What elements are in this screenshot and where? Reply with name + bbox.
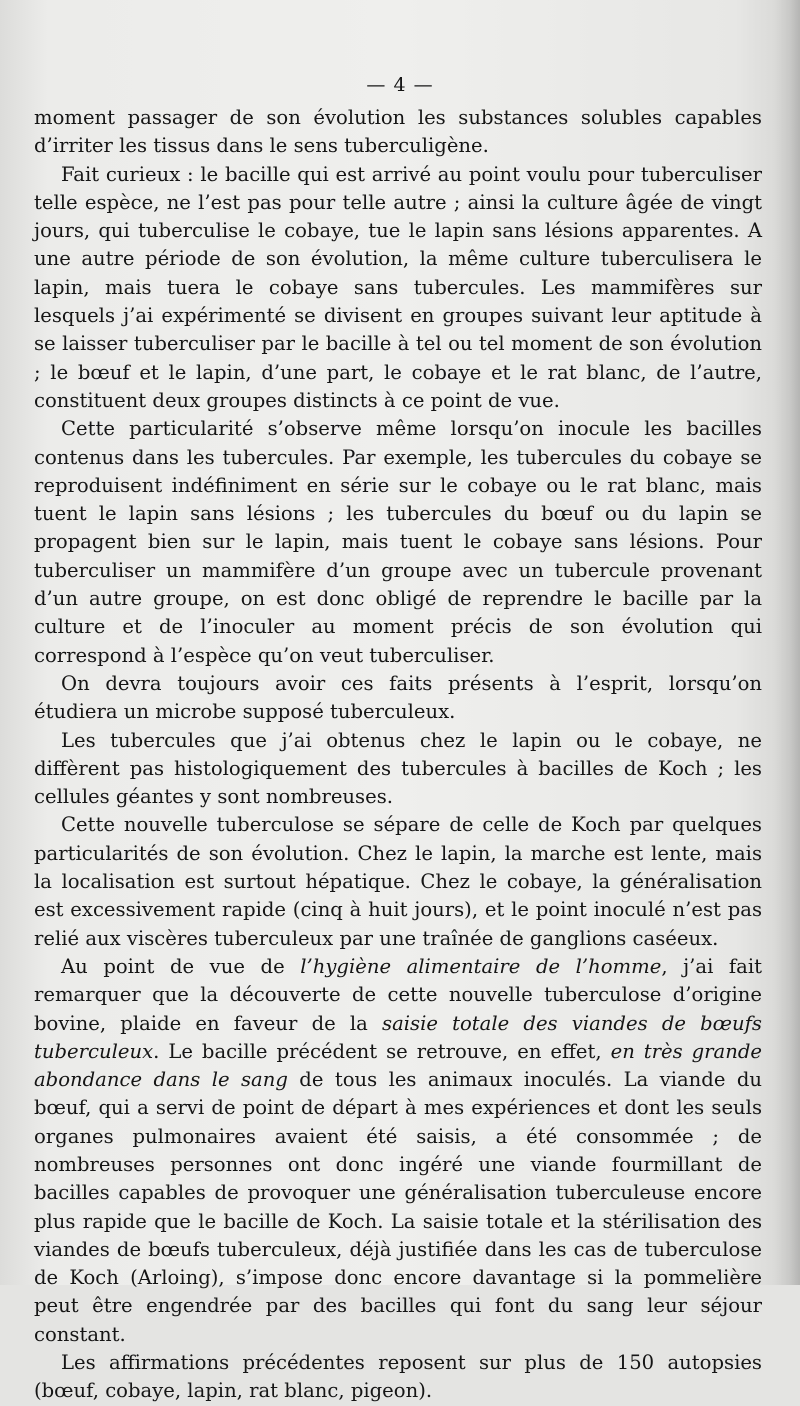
paragraph-affirmations: Les affirmations précédentes reposent sur plus de 150 autopsies (bœuf, cobaye, lapin, rat blanc, pigeon). bbox=[34, 1351, 762, 1403]
page-edge-shadow bbox=[774, 0, 800, 1285]
page-number: — 4 — bbox=[366, 74, 434, 96]
paragraph-nouvelle-tuberculose: Cette nouvelle tuberculose se sépare de celle de Koch par quelques particularités de son évolution. Chez le lapin, la marche est lente, mais la localisation est surtout hépatique. Chez le cobaye, la généralisation est excessivement rapide (cinq à huit jours), et le point inoculé n’est pas relié aux viscères tuberculeux par une traînée de ganglions caséeux. bbox=[34, 813, 762, 950]
paragraph-fait-curieux: Fait curieux : le bacille qui est arrivé au point voulu pour tuberculiser telle espèce, ne l’est pas pour telle autre ; ainsi la culture âgée de vingt jours, qui tuberculise le cobaye, tue le lapin sans lésions apparentes. A une autre période de son évolution, la même culture tuberculisera le lapin, mais tuera le cobaye sans tubercules. Les mammifères sur lesquels j’ai expérimenté se divisent en groupes suivant leur aptitude à se laisser tuberculiser par le bacille à tel ou tel moment de son évolution ; le bœuf et le lapin, d’une part, le cobaye et le rat blanc, de l’autre, constituent deux groupes distincts à ce point de vue. bbox=[34, 162, 762, 412]
italic-run-saisie: saisie totale des viandes de bœufs tuberculeux bbox=[34, 1011, 762, 1063]
text-run: . Le bacille précédent se retrouve, en effet, bbox=[153, 1039, 611, 1063]
paragraph-hygiene-alimentaire bbox=[34, 953, 762, 1349]
paragraph-continuation: moment passager de son évolution les substances solubles capables d’irriter les tissus dans le sens tuberculigène. bbox=[34, 106, 762, 158]
italic-run-sang: en très grande abondance dans le sang bbox=[34, 1039, 762, 1092]
text-run: Au point de vue de bbox=[61, 954, 301, 978]
italic-run-hygiene: l’hygiène alimentaire de l’homme bbox=[300, 954, 662, 978]
paragraph-tubercules-histologie: Les tubercules que j’ai obtenus chez le lapin ou le cobaye, ne diffèrent pas histologiquement des tubercules à bacilles de Koch ; les cellules géantes y sont nombreuses. bbox=[34, 728, 762, 809]
body-text bbox=[34, 104, 762, 1406]
paragraph-on-devra: On devra toujours avoir ces faits présents à l’esprit, lorsqu’on étudiera un microbe supposé tuberculeux. bbox=[34, 671, 762, 724]
paragraph-particularite: Cette particularité s’observe même lorsqu’on inocule les bacilles contenus dans les tubercules. Par exemple, les tubercules du cobaye se reproduisent indéfiniment en série sur le cobaye ou le rat blanc, mais tuent le lapin sans lésions ; les tubercules du bœuf ou du lapin se propagent bien sur le lapin, mais tuent le cobaye sans lésions. Pour tuberculiser un mammifère d’un groupe avec un tubercule provenant d’un autre groupe, on est donc obligé de reprendre le bacille par la culture et de l’inoculer au moment précis de son évolution qui correspond à l’espèce qu’on veut tuberculiser. bbox=[34, 417, 762, 667]
text-run: , j’ai fait remarquer que la découverte de cette nouvelle tuberculose d’origine bovine, plaide en faveur de la bbox=[34, 954, 762, 1035]
text-run: de tous les animaux inoculés. La viande du bœuf, qui a servi de point de départ à mes expériences et dont les seuls organes pulmonaires avaient été saisis, a été consommée ; de nombreuses personnes ont donc ingéré une viande fourmillant de bacilles capables de provoquer une généralisation tuberculeuse encore plus rapide que le bacille de Koch. La saisie totale et la stérilisation des viandes de bœufs tuberculeux, déjà justifiée dans les cas de tuberculose de Koch (Arloing), s’impose donc encore davantage si la pommelière peut être engendrée par des bacilles qui font du sang leur séjour constant. bbox=[34, 1068, 762, 1346]
